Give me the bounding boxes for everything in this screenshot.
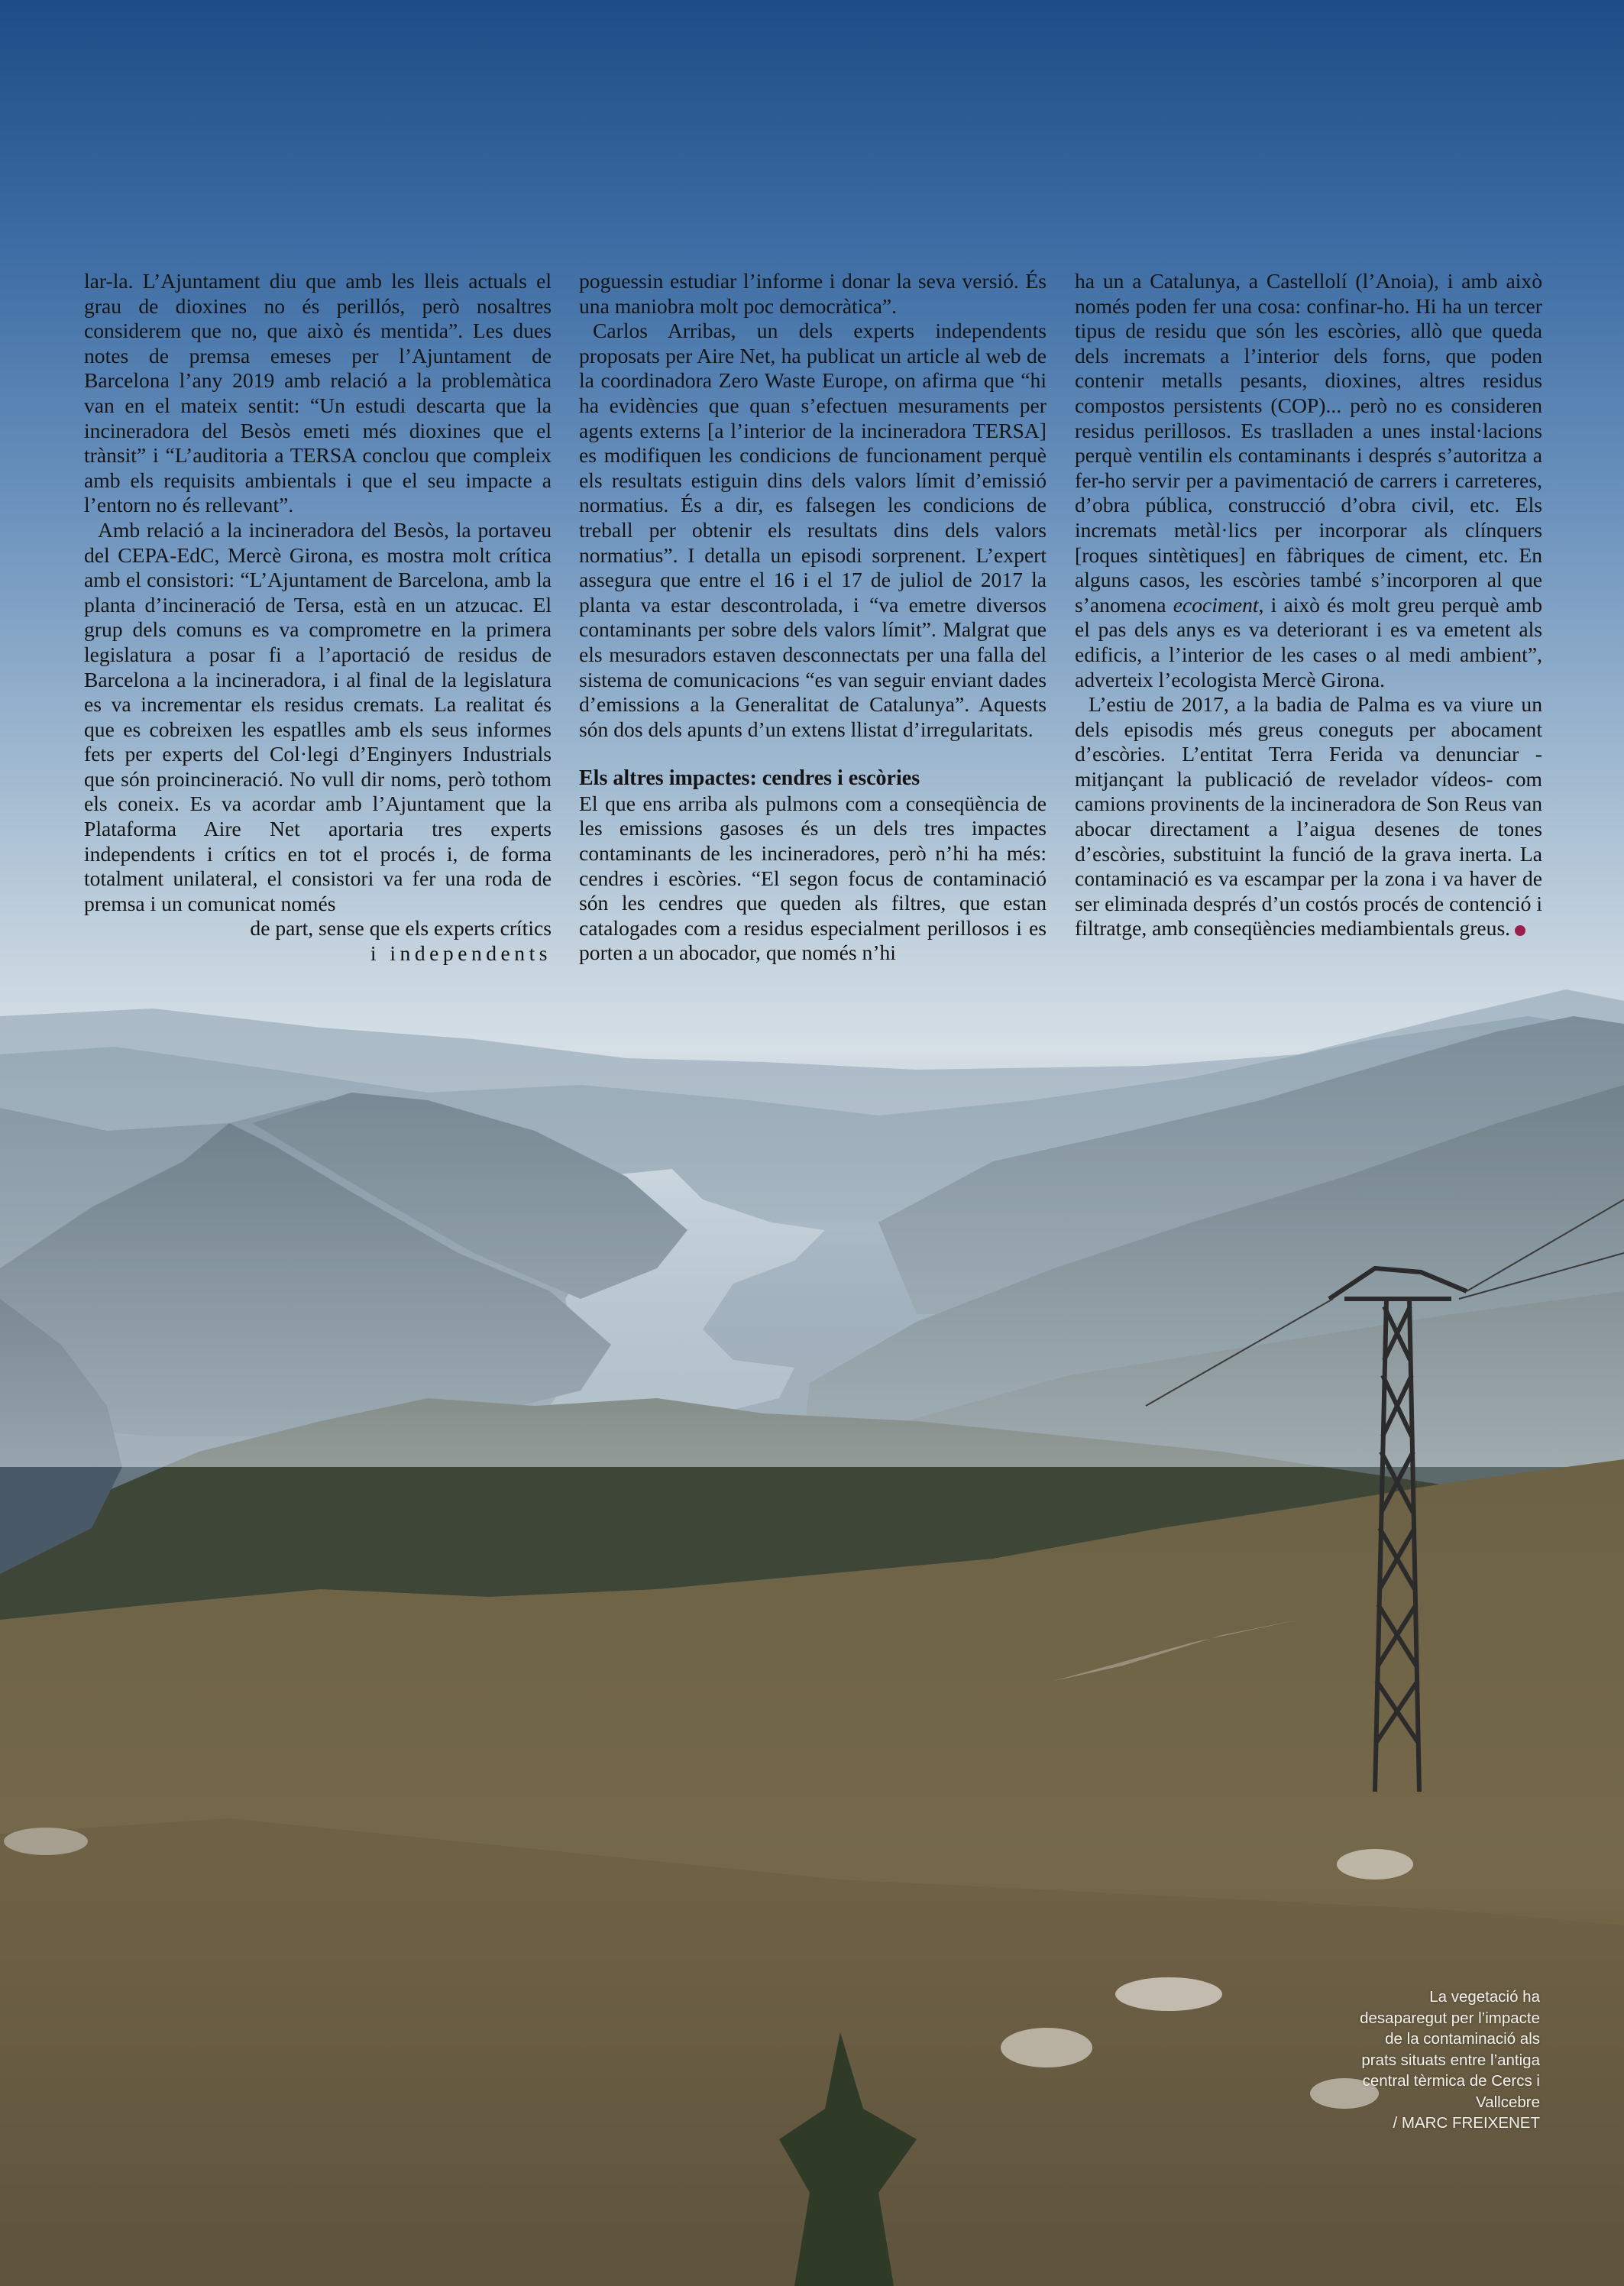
paragraph	[1075, 692, 1542, 941]
text-column-3	[1075, 269, 1542, 941]
paragraph: El que ens arriba als pulmons com a conseqüència de les emissions gasoses és un dels tres impactes contaminants de les incineradores, però n’hi ha més: cendres i escòries. “El segon focus de contaminació són les cendres que queden als filtres, que estan catalogades com a residus especialment perillosos i es porten a un abocador, que només n’hi	[579, 791, 1047, 965]
paragraph: Carlos Arribas, un dels experts independents proposats per Aire Net, ha publicat un article al web de la coordinadora Zero Waste Europe, on afirma que “hi ha evidències que quan s’efectuen mesuraments per agents externs [a l’interior de la incineradora TERSA] es modifiquen les condicions de funcionament perquè els resultats estiguin dins dels valors límit d’emissió normatius. És a dir, es falsegen les condicions de treball per obtenir els resultats dins dels valors normatius”. I detalla un episodi sorprenent. L’expert assegura que entre el 16 i el 17 de juliol de 2017 la planta va estar descontrolada, i “va emetre diversos contaminants per sobre dels valors límit”. Malgrat que els mesuradors estaven desconnectats per una falla del sistema de comunicacions “es van seguir enviant dades d’emissions a la Generalitat de Catalunya”. Aquests són dos dels apunts d’un extens llistat d’irregularitats.	[579, 319, 1047, 741]
paragraph-text: ha un a Catalunya, a Castellolí (l’Anoia), i amb això només poden fer una cosa: confinar-ho. Hi ha un tercer tipus de residu que són les escòries, allò que queda dels incremats a l’interior dels forns, que poden contenir metalls pesants, dioxines, altres residus compostos persistents (COP)... però no es consideren residus perillosos. Es traslladen a unes instal·lacions perquè ventilin els contaminants i després s’autoritza a fer-ho servir per a pavimentació de carrers i carreteres, d’obra pública, construcció d’obra civil, etc. Els incremats metàl·lics per incorporar als clínquers [roques sintètiques] en fàbriques de ciment, etc. En alguns casos, les escòries també s’incorporen al que s’anomena	[1075, 269, 1542, 617]
paragraph	[1075, 269, 1542, 692]
emphasis-term: ecociment	[1173, 592, 1259, 617]
text-column-2	[579, 269, 1047, 966]
text-column-1	[84, 269, 552, 967]
paragraph-text: , i això és molt greu perquè amb el pas dels anys es va deteriorant i es va emetent als edificis, a l’interior de les cases o al medi ambient”, adverteix l’ecologista Mercè Girona.	[1075, 592, 1542, 691]
paragraph-line: de part, sense que els experts crítics	[250, 916, 552, 941]
paragraph: lar-la. L’Ajuntament diu que amb les lleis actuals el grau de dioxines no és perillós, però nosaltres considerem que no, que això és mentida”. Les dues notes de premsa emeses per l’Ajuntament de Barcelona l’any 2019 amb relació a la problemàtica van en el mateix sentit: “Un estudi descarta que la incineradora del Besòs emeti més dioxines que el trànsit” i “L’auditoria a TERSA conclou que compleix amb els requisits ambientals i que el seu impacte a l’entorn no és rellevant”.	[84, 269, 552, 517]
photo-credit: / MARC FREIXENET	[1393, 2114, 1540, 2132]
caption-text: La vegetació ha desaparegut per l’impacte de la contaminació als prats situats entre l’antiga central tèrmica de Cercs i Vallcebre	[1360, 1988, 1540, 2111]
paragraph-text: L’estiu de 2017, a la badia de Palma es va viure un dels episodis més greus coneguts per abocament d’escòries. L’entitat Terra Ferida va denunciar -mitjançant la publicació de revelador vídeos- com camions provinents de la incineradora de Son Reus van abocar directament a l’aigua desenes de tones d’escòries, substituint la funció de la grava inerta. La contaminació es va escampar per la zona i va haver de ser eliminada després d’un costós procés de contenció i filtratge, amb conseqüències mediambientals greus.	[1075, 692, 1542, 941]
paragraph: Amb relació a la incineradora del Besòs, la portaveu del CEPA-EdC, Mercè Girona, es mostra molt crítica amb el consistori: “L’Ajuntament de Barcelona, amb la planta d’incineració de Tersa, està en un atzucac. El grup dels comuns es va comprometre en la primera legislatura a posar fi a l’aportació de residus de Barcelona a la incineradora, i al final de la legislatura es va incrementar els residus cremats. La realitat és que es cobreixen les espatlles amb els seus informes fets per experts del Col·legi d’Enginyers Industrials que són proincineració. No vull dir noms, però tothom els coneix. Es va acordar amb l’Ajuntament que la Plataforma Aire Net aportaria tres experts independents i crítics en tot el procés i, de forma totalment unilateral, el consistori va fer una roda de premsa i un comunicat només	[84, 517, 552, 915]
paragraph: poguessin estudiar l’informe i donar la seva versió. És una maniobra molt poc democràtica”.	[579, 269, 1047, 318]
photo-caption	[1357, 1986, 1540, 2134]
section-subheading: Els altres impactes: cendres i escòries	[579, 766, 920, 791]
paragraph-line: i independents	[370, 941, 552, 966]
end-of-article-dot-icon	[1515, 925, 1525, 936]
